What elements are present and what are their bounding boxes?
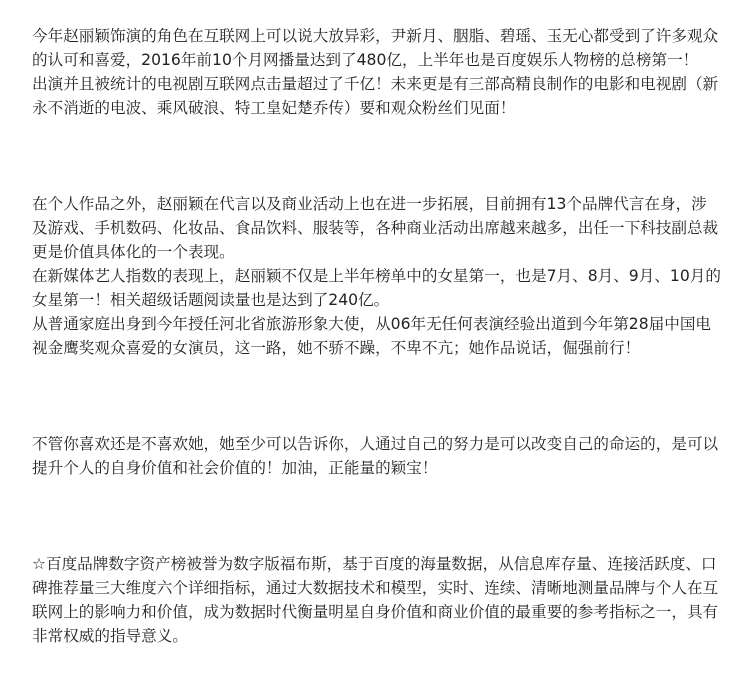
paragraph-roles-and-views: 今年赵丽颖饰演的角色在互联网上可以说大放异彩，尹新月、胭脂、碧瑶、玉无心都受到了许多观众的认可和喜爱，2016年前10个月网播量达到了480亿，上半年也是百度娱乐人物榜的总榜第一！	[32, 27, 719, 69]
paragraph-new-media-index: 在新媒体艺人指数的表现上，赵丽颖不仅是上半年榜单中的女星第一，也是7月、8月、9月、10月的女星第一！相关超级话题阅读量也是达到了240亿。	[32, 267, 721, 309]
paragraph-encouragement: 不管你喜欢还是不喜欢她，她至少可以告诉你，人通过自己的努力是可以改变自己的命运的，是可以提升个人的自身价值和社会价值的！加油，正能量的颖宝！	[32, 435, 719, 477]
paragraph-baidu-note: ☆百度品牌数字资产榜被誉为数字版福布斯，基于百度的海量数据，从信息库存量、连接活跃度、口碑推荐量三大维度六个详细指标，通过大数据技术和模型，实时、连续、清晰地测量品牌与个人在互联网上的影响力和价值，成为数据时代衡量明星自身价值和商业价值的最重要的参考指标之一，具有非常权威的指导意义。	[32, 555, 719, 645]
spacer	[32, 360, 722, 432]
paragraph-block-2	[32, 192, 722, 360]
paragraph-career-path: 从普通家庭出身到今年授任河北省旅游形象大使，从06年无任何表演经验出道到今年第28届中国电视金鹰奖观众喜爱的女演员，这一路，她不骄不躁，不卑不亢；她作品说话，倔强前行！	[32, 315, 712, 357]
paragraph-block-3	[32, 432, 722, 480]
paragraph-clicks-and-upcoming: 出演并且被统计的电视剧互联网点击量超过了千亿！未来更是有三部高精良制作的电影和电视剧（新永不消逝的电波、乘风破浪、特工皇妃楚乔传）要和观众粉丝们见面！	[32, 75, 719, 117]
paragraph-block-4	[32, 552, 722, 648]
spacer	[32, 120, 722, 192]
spacer	[32, 480, 722, 552]
paragraph-block-1	[32, 24, 722, 120]
paragraph-endorsements: 在个人作品之外，赵丽颖在代言以及商业活动上也在进一步拓展，目前拥有13个品牌代言在身，涉及游戏、手机数码、化妆品、食品饮料、服装等，各种商业活动出席越来越多，出任一下科技副总裁更是价值具体化的一个表现。	[32, 195, 719, 261]
article-body	[32, 24, 722, 648]
